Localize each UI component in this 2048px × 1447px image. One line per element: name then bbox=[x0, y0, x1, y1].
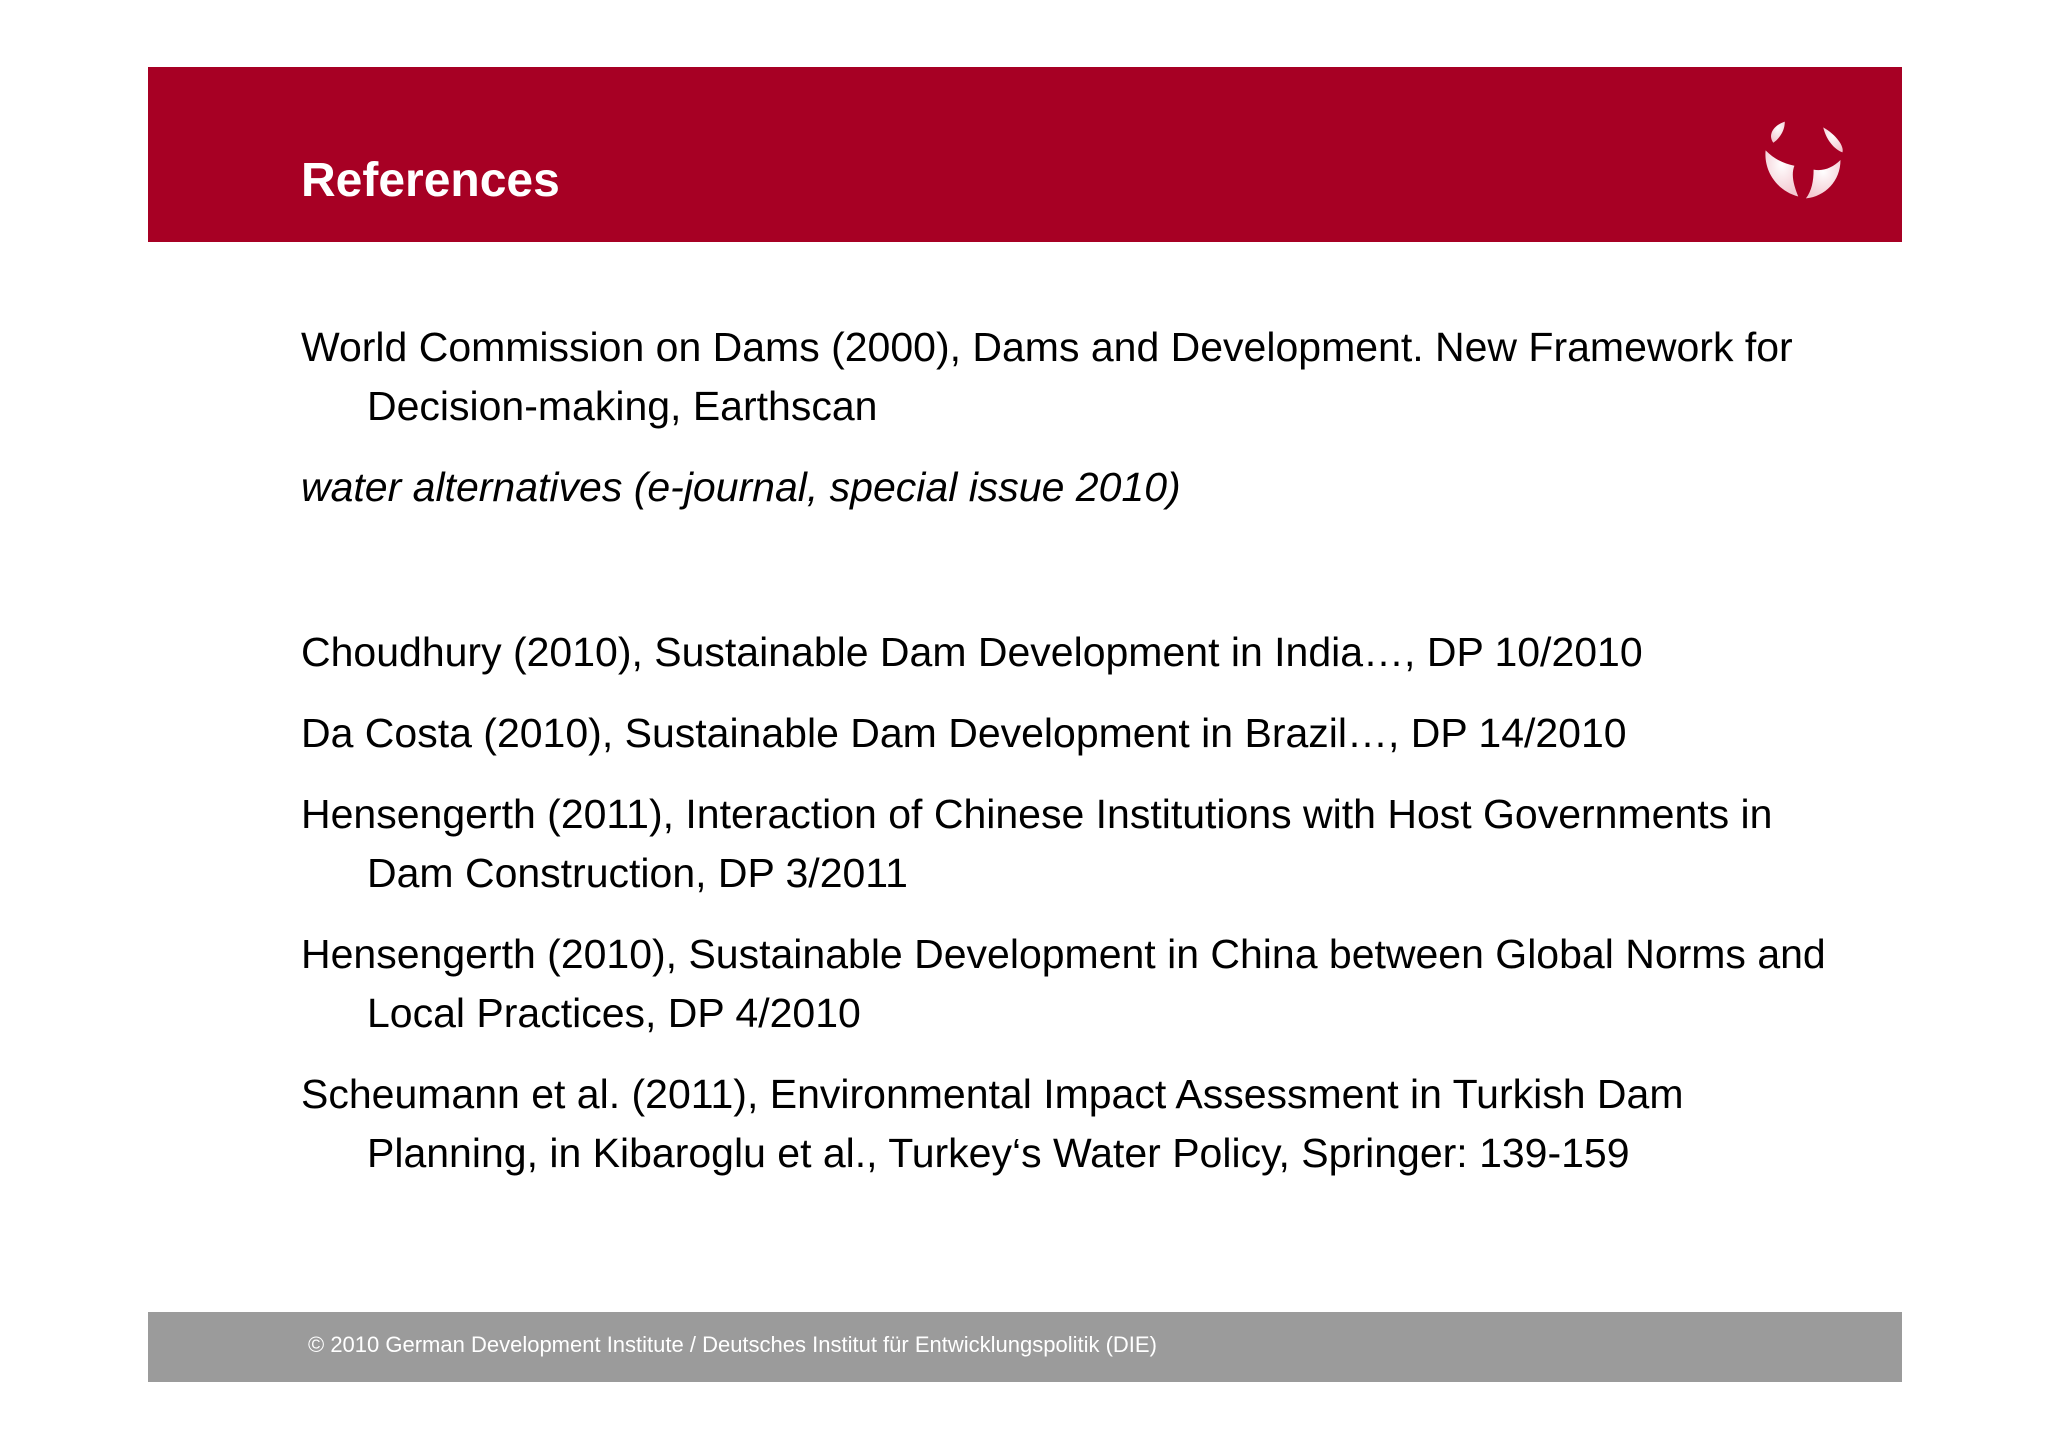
reference-item: Choudhury (2010), Sustainable Dam Development in India…, DP 10/2010 bbox=[301, 629, 1643, 675]
die-swirl-logo-icon bbox=[1756, 112, 1852, 208]
reference-item: Hensengerth (2010), Sustainable Development in China between Global Norms and Local Practices, DP 4/2010 bbox=[301, 931, 1826, 1036]
reference-item: water alternatives (e-journal, special issue 2010) bbox=[301, 464, 1181, 510]
reference-item: World Commission on Dams (2000), Dams and Development. New Framework for Decision-making, Earthscan bbox=[301, 324, 1793, 429]
copyright-notice: © 2010 German Development Institute / Deutsches Institut für Entwicklungspolitik (DIE) bbox=[308, 1332, 1157, 1357]
footer-bar bbox=[148, 1312, 1902, 1382]
page-title: References bbox=[301, 154, 560, 207]
reference-item: Hensengerth (2011), Interaction of Chinese Institutions with Host Governments in Dam Construction, DP 3/2011 bbox=[301, 791, 1773, 896]
header-bar bbox=[148, 67, 1902, 242]
reference-list bbox=[301, 318, 1861, 1183]
reference-item: Da Costa (2010), Sustainable Dam Development in Brazil…, DP 14/2010 bbox=[301, 710, 1627, 756]
reference-item: Scheumann et al. (2011), Environmental Impact Assessment in Turkish Dam Planning, in Kibaroglu et al., Turkey‘s Water Policy, Springer: 139-159 bbox=[301, 1071, 1684, 1176]
